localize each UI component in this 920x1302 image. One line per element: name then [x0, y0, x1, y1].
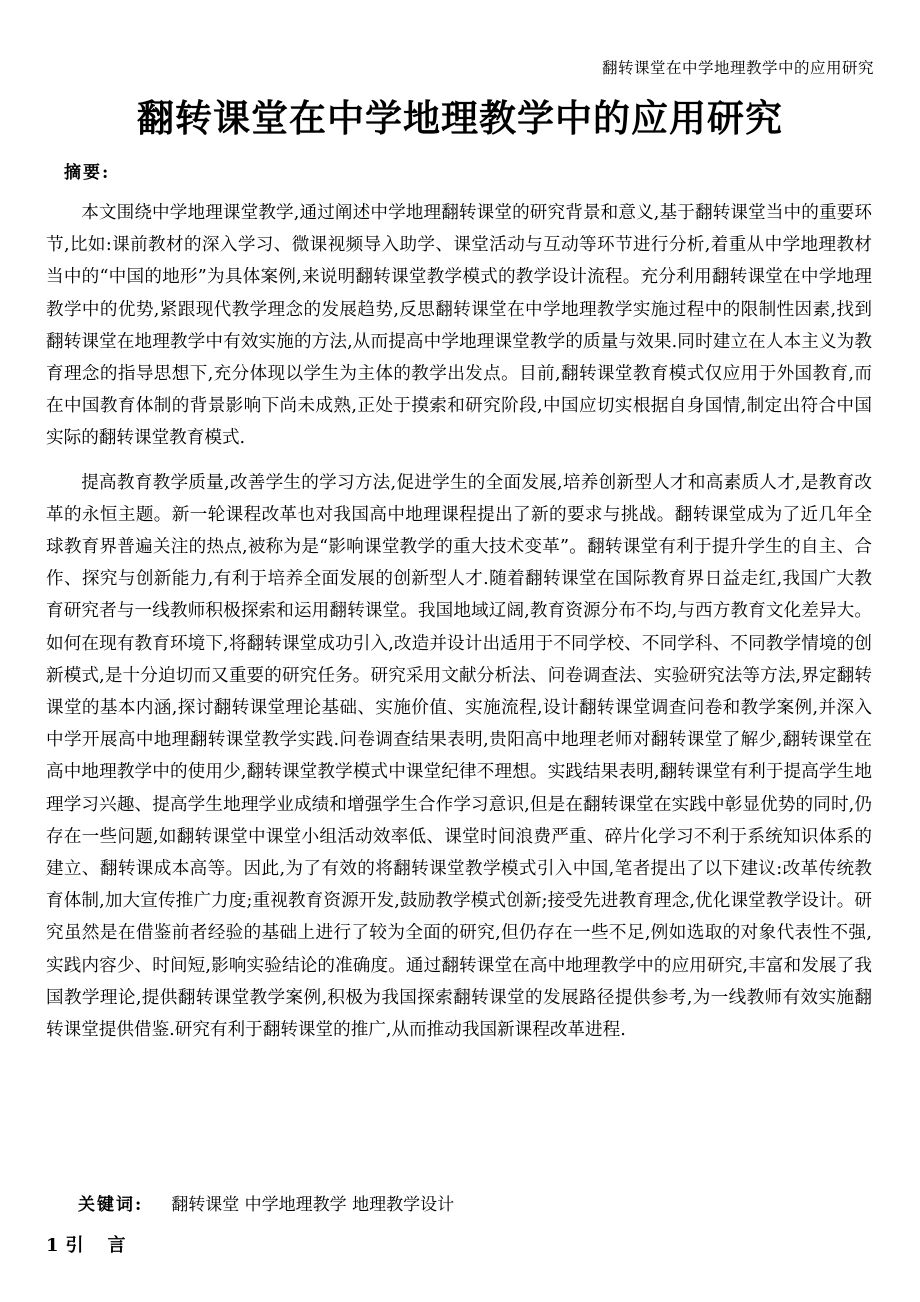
abstract-paragraph-1: 本文围绕中学地理课堂教学,通过阐述中学地理翻转课堂的研究背景和意义,基于翻转课堂当中的重要环节,比如:课前教材的深入学习、微课视频导入助学、课堂活动与互动等环节进行分析,着重从中学地理教材当中的“中国的地形”为具体案例,来说明翻转课堂教学模式的教学设计流程。充分利用翻转课堂在中学地理教学中的优势,紧跟现代教学理念的发展趋势,反思翻转课堂在中学地理教学实施过程中的限制性因素,找到翻转课堂在地理教学中有效实施的方法,从而提高中学地理课堂教学的质量与效果.同时建立在人本主义为教育理念的指导思想下,充分体现以学生为主体的教学出发点。目前,翻转课堂教育模式仅应用于外国教育,而在中国教育体制的背景影响下尚未成熟,正处于摸索和研究阶段,中国应切实根据自身国情,制定出符合中国实际的翻转课堂教育模式.: [46, 203, 872, 449]
abstract-label: 摘要:: [64, 163, 111, 183]
paper-title: 翻转课堂在中学地理教学中的应用研究: [137, 97, 783, 140]
keywords-label: 关键词:: [78, 1195, 144, 1215]
abstract-body: [46, 197, 872, 1046]
section-number: 1: [46, 1235, 60, 1256]
running-header: 翻转课堂在中学地理教学中的应用研究: [601, 59, 874, 77]
keywords-line: [78, 1190, 454, 1215]
abstract-paragraph-2: 提高教育教学质量,改善学生的学习方法,促进学生的全面发展,培养创新型人才和高素质人才,是教育改革的永恒主题。新一轮课程改革也对我国高中地理课程提出了新的要求与挑战。翻转课堂成为了近几年全球教育界普遍关注的热点,被称为是“影响课堂教学的重大技术变革”。翻转课堂有利于提升学生的自主、合作、探究与创新能力,有利于培养全面发展的创新型人才.随着翻转课堂在国际教育界日益走红,我国广大教育研究者与一线教师积极探索和运用翻转课堂。我国地域辽阔,教育资源分布不均,与西方教育文化差异大。如何在现有教育环境下,将翻转课堂成功引入,改造并设计出适用于不同学校、不同学科、不同教学情境的创新模式,是十分迫切而又重要的研究任务。研究采用文献分析法、问卷调查法、实验研究法等方法,界定翻转课堂的基本内涵,探讨翻转课堂理论基础、实施价值、实施流程,设计翻转课堂调查问卷和教学案例,并深入中学开展高中地理翻转课堂教学实践.问卷调查结果表明,贵阳高中地理老师对翻转课堂了解少,翻转课堂在高中地理教学中的使用少,翻转课堂教学模式中课堂纪律不理想。实践结果表明,翻转课堂有利于提高学生地理学习兴趣、提高学生地理学业成绩和增强学生合作学习意识,但是在翻转课堂在实践中彰显优势的同时,仍存在一些问题,如翻转课堂中课堂小组活动效率低、课堂时间浪费严重、碎片化学习不利于系统知识体系的建立、翻转课成本高等。因此,为了有效的将翻转课堂教学模式引入中国,笔者提出了以下建议:改革传统教育体制,加大宣传推广力度;重视教育资源开发,鼓励教学模式创新;接受先进教育理念,优化课堂教学设计。研究虽然是在借鉴前者经验的基础上进行了较为全面的研究,但仍存在一些不足,例如选取的对象代表性不强,实践内容少、时间短,影响实验结论的准确度。通过翻转课堂在高中地理教学中的应用研究,丰富和发展了我国教学理论,提供翻转课堂教学案例,积极为我国探索翻转课堂的发展路径提供参考,为一线教师有效实施翻转课堂提供借鉴.研究有利于翻转课堂的推广,从而推动我国新课程改革进程.: [46, 472, 872, 1041]
keywords-terms: 翻转课堂 中学地理教学 地理教学设计: [171, 1195, 455, 1215]
section-heading: [46, 1231, 150, 1257]
section-title: 引言: [65, 1235, 150, 1256]
